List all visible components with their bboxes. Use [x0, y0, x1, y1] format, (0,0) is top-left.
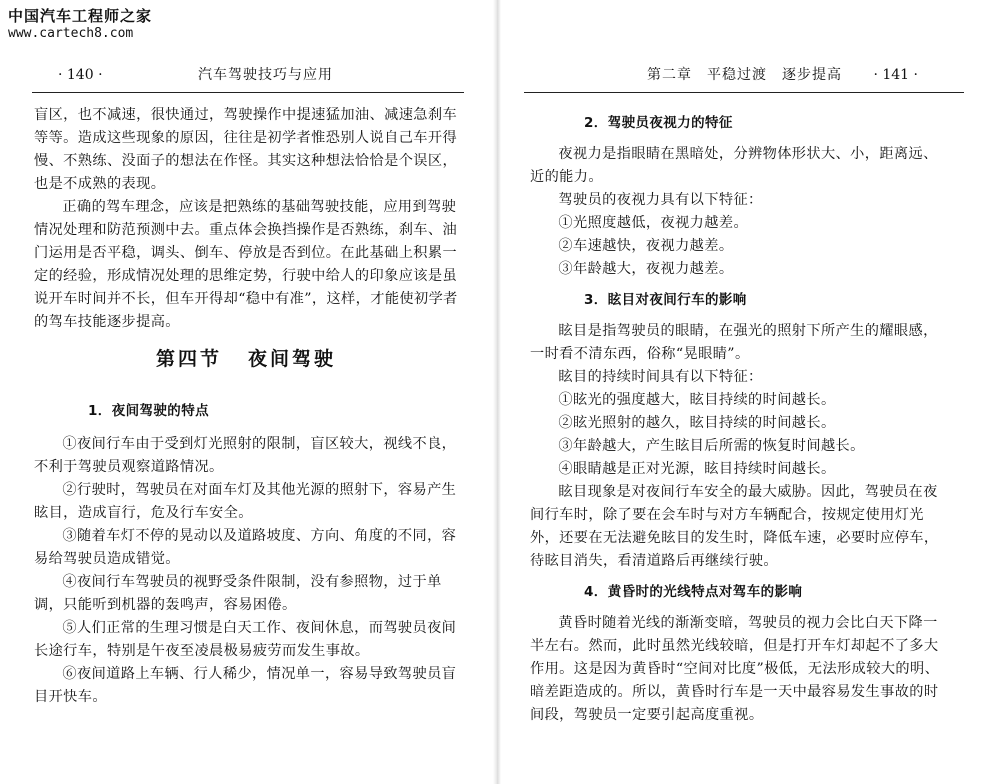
- header-rule: [32, 92, 464, 93]
- section-name: 夜间驾驶: [248, 348, 337, 370]
- list-item: ①眩光的强度越大，眩目持续的时间越长。: [558, 392, 836, 408]
- paragraph: 黄昏时随着光线的渐渐变暗，驾驶员的视力会比白天下降一半左右。然而，此时虽然光线较暗，但是打开车灯却起不了多大作用。这是因为黄昏时“空间对比度”极低，无法形成较大的明、暗差距造成的。所以，黄昏时行车是一天中最容易发生事故的时间段，驾驶员一定要引起高度重视。: [530, 615, 940, 723]
- paragraph: 正确的驾车理念，应该是把熟练的基础驾驶技能，应用到驾驶情况处理和防范预测中去。重点体会换挡操作是否熟练，刹车、油门运用是否平稳，调头、倒车、停放是否到位。在此基础上积累一定的经验，形成情况处理的思维定势，行驶中给人的印象应该是虽说开车时间并不长，但车开得却“稳中有准”，这样，才能使初学者的驾车技能逐步提高。: [34, 199, 458, 330]
- list-item: ②车速越快，夜视力越差。: [558, 238, 734, 254]
- page-number: · 140 ·: [58, 67, 103, 83]
- header-rule: [524, 92, 964, 93]
- heading-1: 1．夜间驾驶的特点: [88, 403, 209, 419]
- book-spine: [493, 0, 501, 784]
- heading-2: 2．驾驶员夜视力的特征: [584, 115, 733, 131]
- list-item: ①夜间行车由于受到灯光照射的限制，盲区较大，视线不良，不利于驾驶员观察道路情况。: [34, 436, 457, 475]
- page-number: · 141 ·: [873, 67, 918, 83]
- list-item: ⑥夜间道路上车辆、行人稀少，情况单一，容易导致驾驶员盲目开快车。: [34, 666, 457, 705]
- running-title: 第二章 平稳过渡 逐步提高: [647, 67, 842, 83]
- section-title: [34, 344, 458, 371]
- list-item: ⑤人们正常的生理习惯是白天工作、夜间休息，而驾驶员夜间长途行车，特别是午夜至凌晨极易疲劳而发生事故。: [34, 620, 457, 659]
- paragraph: 眩目的持续时间具有以下特征：: [558, 369, 763, 385]
- watermark-url: www.cartech8.com: [8, 26, 134, 41]
- paragraph: 眩目现象是对夜间行车安全的最大威胁。因此，驾驶员在夜间行车时，除了要在会车时与对方车辆配合，按规定使用灯光外，还要在无法避免眩目的发生时，降低车速，必要时应停车，待眩目消失，看清道路后再继续行驶。: [530, 484, 939, 569]
- right-page: [496, 0, 992, 784]
- left-body-2: [34, 400, 458, 709]
- paragraph: 驾驶员的夜视力具有以下特征：: [558, 192, 763, 208]
- continuation-paragraph: 盲区，也不减速，很快通过，驾驶操作中提速猛加油、减速急刹车等等。造成这些现象的原因，往往是初学者惟恐别人说自己车开得慢、不熟练、没面子的想法在作怪。其实这种想法恰恰是个误区，也是不成熟的表现。: [34, 107, 458, 192]
- list-item: ①光照度越低，夜视力越差。: [558, 215, 749, 231]
- right-page-header: [552, 64, 954, 86]
- watermark-title: 中国汽车工程师之家: [8, 7, 153, 25]
- list-item: ③随着车灯不停的晃动以及道路坡度、方向、角度的不同，容易给驾驶员造成错觉。: [34, 528, 457, 567]
- paragraph: 夜视力是指眼睛在黑暗处，分辨物体形状大、小，距离远、近的能力。: [530, 146, 938, 185]
- heading-3: 3．眩目对夜间行车的影响: [584, 292, 747, 308]
- list-item: ④眼睛越是正对光源，眩目持续时间越长。: [558, 461, 836, 477]
- list-item: ④夜间行车驾驶员的视野受条件限制，没有参照物，过于单调，只能听到机器的轰鸣声，容易困倦。: [34, 574, 442, 613]
- section-number: 第四节: [155, 348, 222, 370]
- heading-4: 4．黄昏时的光线特点对驾车的影响: [584, 584, 803, 600]
- watermark: [8, 6, 152, 42]
- list-item: ③年龄越大，夜视力越差。: [558, 261, 734, 277]
- paragraph: 眩目是指驾驶员的眼睛，在强光的照射下所产生的耀眼感，一时看不清东西，俗称“晃眼睛”。: [530, 323, 938, 362]
- left-page-header: [58, 64, 458, 86]
- list-item: ②行驶时，驾驶员在对面车灯及其他光源的照射下，容易产生眩目，造成盲行，危及行车安全。: [34, 482, 457, 521]
- list-item: ③年龄越大，产生眩目后所需的恢复时间越长。: [558, 438, 865, 454]
- right-body: [530, 112, 942, 727]
- list-item: ②眩光照射的越久，眩目持续的时间越长。: [558, 415, 836, 431]
- running-title: 汽车驾驶技巧与应用: [198, 67, 333, 83]
- left-body: [34, 104, 458, 334]
